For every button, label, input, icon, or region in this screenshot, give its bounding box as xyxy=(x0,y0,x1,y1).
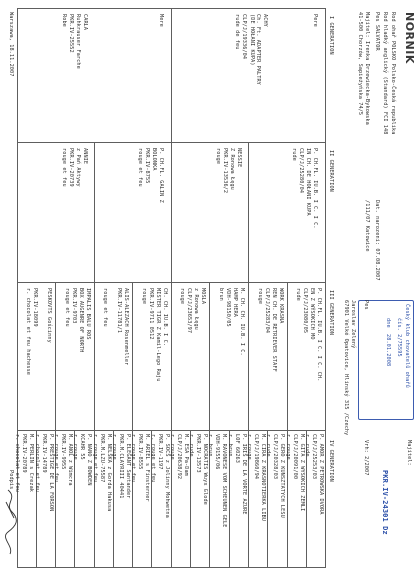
gen4-reg: PKR.M.CLAYRIII 40441 xyxy=(118,434,124,499)
gen3-line3: VDH-98150/05 xyxy=(225,288,231,327)
gen4-name: M. GITA Z WYSOKICH ZEMLI xyxy=(298,434,305,512)
gen4-name: M. NELSKA z Gorda Hakusa xyxy=(105,434,112,512)
gen4-reg: PKR.IV-9955 xyxy=(60,434,67,470)
gen3-reg: MISTER TIGR Z Kamil-Lego Raju xyxy=(155,288,161,382)
gen2-reg: BOLONKA xyxy=(151,148,157,171)
gen4-sub: r. rouge xyxy=(246,434,253,460)
header-line-1: Rod ohař POLSKO Polsko-Česká republika xyxy=(390,12,396,135)
gen3-sub: rouge xyxy=(257,288,263,305)
gen4-sub: r. rude xyxy=(265,434,272,457)
gen3-sub: rouge et feu xyxy=(102,288,108,327)
col-divider-1 xyxy=(18,142,326,143)
issued-date: Warszawa, 18.11.2007 xyxy=(8,12,14,77)
gen4-name: P. NOCRATIS Wuyx Glode xyxy=(202,434,209,505)
gen3-name: ALIS-ALEZACH Rosenmeller xyxy=(123,288,129,366)
gen3-sub: r. chocolat et feu hachesse xyxy=(25,288,31,376)
gen2-name: P. CH.FL. IU.B. I C. I C. xyxy=(312,148,318,229)
gen4-name: M. ANOL z Wimcra xyxy=(67,434,74,486)
gen1-sire-reg: Ch. Ft. ADAPTER PALTRY (DE HOŁANI KUPA) xyxy=(249,14,261,85)
gen-1-header: I GENERATION xyxy=(328,16,334,55)
gen3-reg: z Ronowa Łęgu xyxy=(193,288,199,330)
gen4-reg: LOF 60263 xyxy=(233,434,240,464)
gen1-dam-sub: Robe xyxy=(61,14,67,27)
gen4-name: M. RAVONESE VOM SCHEUNEN GELE xyxy=(221,434,228,528)
col-divider-2 xyxy=(18,282,326,283)
dam-label: Mere xyxy=(158,14,164,27)
breeder-address: 41-500 Chorzów, Sapieżyńska 74/5 xyxy=(357,12,363,116)
eighth-divider-3 xyxy=(132,282,133,568)
gen4-reg: PKR.IV-13573 xyxy=(195,434,202,473)
gen3-name: MOSLA xyxy=(200,288,206,305)
gen-2-header: II GENERATION xyxy=(328,150,334,192)
table-top-rule xyxy=(325,8,326,568)
gen4-reg: VDH-9155/06 xyxy=(214,434,221,470)
gen1-dam-name: CARLA xyxy=(82,14,88,31)
signature-label: Podpis xyxy=(8,470,14,490)
gen2-line3: CLP/J/25280/04 xyxy=(298,148,304,194)
gen3-line3: PKR.IV-9703 xyxy=(71,288,77,324)
gen4-name: P. NANO Z BOWDEN xyxy=(86,434,93,486)
half-divider xyxy=(171,8,172,568)
gen4-sub: r. rouge et feu xyxy=(149,434,156,483)
owner-label: Majitel: xyxy=(406,440,412,466)
gen1-sire-line3: CLP/J/19336/04 xyxy=(241,14,247,60)
gen4-sub: r. rouge et feu xyxy=(53,434,60,483)
gen3-sub: rude xyxy=(295,288,301,301)
gen1-dam-reg: Ruhkrauser Farche xyxy=(75,14,81,69)
gen4-name: P. AMOR Z PETROWSKA DVORA xyxy=(318,434,324,515)
gen4-reg: CLP/J/20638/92 xyxy=(175,434,182,480)
gen4-sub: r. rude xyxy=(188,434,195,457)
gen2-sub: rouge xyxy=(215,148,221,165)
gen3-reg: PKR.IV-11781/1 xyxy=(116,288,122,334)
gen4-sub: r. brun xyxy=(207,434,214,457)
gen3-reg: BOX AUGENRE OF NORTH xyxy=(78,288,84,353)
gen4-name: P. SOCS z Jolinny Mohwetna xyxy=(163,434,170,518)
gen2-name: P. CH.FL. GALIN Z xyxy=(158,148,164,203)
gen3-line3: PKR.IV-9711 0512 xyxy=(148,288,154,340)
gen2-name: NESSIE xyxy=(236,148,242,168)
gen4-sub: r. rouge et feu xyxy=(91,434,98,483)
gen4-sub: r. chocolat et feu xyxy=(33,434,40,493)
gen4-reg: PKR.IV-8555 xyxy=(137,434,144,470)
gen3-line3: CLP/J/23080/05 xyxy=(302,288,308,334)
sire-label: Pere xyxy=(312,14,318,27)
stamp-date-label: dne xyxy=(385,318,391,328)
gen3-line3: CLP/J/25283/04 xyxy=(264,288,270,334)
table-left-rule xyxy=(18,8,326,9)
gen4-sub: r. chocolat et feu xyxy=(14,434,21,493)
gen2-sub: rouge et feu xyxy=(61,148,67,187)
gen4-reg: CLP/J/19860/94 xyxy=(253,434,260,480)
gen3-name: IMPALIS BALU ROS xyxy=(85,288,91,340)
gen4-name: M. ESA Pa-Dam xyxy=(182,434,189,476)
gen4-name: M. CIRA Z KRASNOTIERKA LIBU xyxy=(260,434,267,522)
gen3-reg: HAMP HERA xyxy=(232,288,238,318)
logo: NORNIK xyxy=(403,12,416,64)
gen3-name: CH. CH. IU.B. I C. xyxy=(162,288,168,347)
gen4-reg: PKR.IV-1197 xyxy=(156,434,163,470)
gen4-name: M. PERLIN s Crezak xyxy=(28,434,35,493)
gen4-sub: r. rouge xyxy=(111,434,117,460)
col-divider-3 xyxy=(18,430,326,431)
gen4-sub: r. rouge xyxy=(284,434,291,460)
gen1-sire-name: ACHY xyxy=(262,14,268,27)
gen3-sub: rouge et feu xyxy=(64,288,70,327)
owner-address: 67901 Velké Opatovice, Hlinský 315 /Czechy xyxy=(343,300,349,436)
eighth-divider-1 xyxy=(287,282,288,568)
gen3-name: P. CH.FL. IU.B. I C. I C. CH. xyxy=(316,288,322,382)
gen4-sub: r. rouge et feu xyxy=(130,434,137,483)
gen3-reg: REN CH. DE RETRIEVER STAFF xyxy=(271,288,277,372)
gen4-sub: r. rouge xyxy=(72,434,79,460)
gen2-sub: rouge et feu xyxy=(137,148,143,187)
gen3-reg: EN Z WÝSOKICH MO xyxy=(309,288,315,340)
gen3-sub: rouge xyxy=(179,288,185,305)
gen4-reg: PKR.IV-14789 xyxy=(40,434,47,473)
reg-ref: /111/07 Katowice xyxy=(364,200,370,252)
gen1-sire-sub: rude de feu xyxy=(234,14,240,50)
header-line-3: Pes SALVATOR xyxy=(374,12,380,51)
gen4-sub: r. rude xyxy=(304,434,310,457)
stamp-date: 28.01.2008 xyxy=(385,334,391,367)
gen4-sub: r. rouge xyxy=(168,434,175,460)
gen4-reg: CLP/J/25253/03 xyxy=(311,434,317,480)
signature-icon xyxy=(2,488,20,558)
gen4-name: P. PRESTIGE DE LA FORSON xyxy=(47,434,54,512)
gen4-reg: CLP/J/20091/00 xyxy=(291,434,298,480)
gen2-reg: IN CH. DE HOŁANI KUPA xyxy=(305,148,311,216)
gen2-line3: PKR.IV-13536/2 xyxy=(222,148,228,194)
gen3-name: PESKOVTS Gościnny xyxy=(46,288,52,343)
gen4-reg: PKR.IV-20789 xyxy=(21,434,28,473)
gen4-reg: CLP/J/20328/03 xyxy=(272,434,279,480)
gen4-name: P. ELEGANT Santander xyxy=(125,434,131,499)
table-right-rule xyxy=(18,567,326,568)
gen-3-header: III GENERATION xyxy=(328,290,334,336)
gen2-line3: PKR.IV-8755 xyxy=(144,148,150,184)
stamp-pkr: PKR.IV-24301 Dz xyxy=(381,470,389,535)
gen4-reg: KCAHR 55 xyxy=(79,434,86,460)
gen4-name: P. GERO Z KUNSZTATYCH LESU xyxy=(279,434,286,518)
birth-date: Dat. narozeni: 07.08.2007 xyxy=(374,200,380,281)
gen3-line3: CLP/J/23653/97 xyxy=(186,288,192,334)
gen2-name: ANNIE xyxy=(82,148,88,165)
gen2-reg: z Pań Aktywy xyxy=(75,148,81,187)
gen4-sub: r. brun xyxy=(226,434,233,457)
gen3-name: M. CH. CH. IU.B. I C. xyxy=(239,288,245,356)
gen2-sub: rude xyxy=(291,148,297,161)
gen-4-header: IV GENERATION xyxy=(328,440,334,482)
sex-label: Pes xyxy=(363,300,369,310)
breeder: Majitel: Irenka Drzewiecka-Bykowska xyxy=(364,12,370,125)
gen3-line3: PKR.IV-18099 xyxy=(32,288,38,327)
gen2-line3: PKR.IV-20739 xyxy=(68,148,74,187)
stamp-org: Český klub chovatelů ohařů xyxy=(404,304,410,388)
gen3-sub: brun xyxy=(218,288,224,301)
gen1-dam-line3: PKR.IV-25552 xyxy=(68,14,74,53)
stamp-reg-no: čís. 2/75595 xyxy=(396,318,402,357)
gen2-reg: Z Ronowa Łęgu xyxy=(229,148,235,190)
quarter-divider-1 xyxy=(248,142,249,568)
gen3-sub: rouge xyxy=(141,288,147,305)
litter-label: Vrh: 2/2007 xyxy=(363,440,369,476)
header-line-2: Rod hladký anglický (Standard) FCI 148 xyxy=(382,12,388,135)
quarter-divider-2 xyxy=(94,142,95,568)
gen4-reg: PKR.M.LZU-75587 xyxy=(98,434,105,483)
gen4-name: P. IRIS DE LA VORTE AZURE xyxy=(240,434,247,515)
eighth-divider-4 xyxy=(55,282,56,568)
owner: Jaroslav Zelený xyxy=(350,300,356,349)
gen3-name: WORK KRASNA xyxy=(278,288,284,324)
eighth-divider-2 xyxy=(209,282,210,568)
gen4-name: M. ARIEL s Finsterner xyxy=(144,434,151,502)
